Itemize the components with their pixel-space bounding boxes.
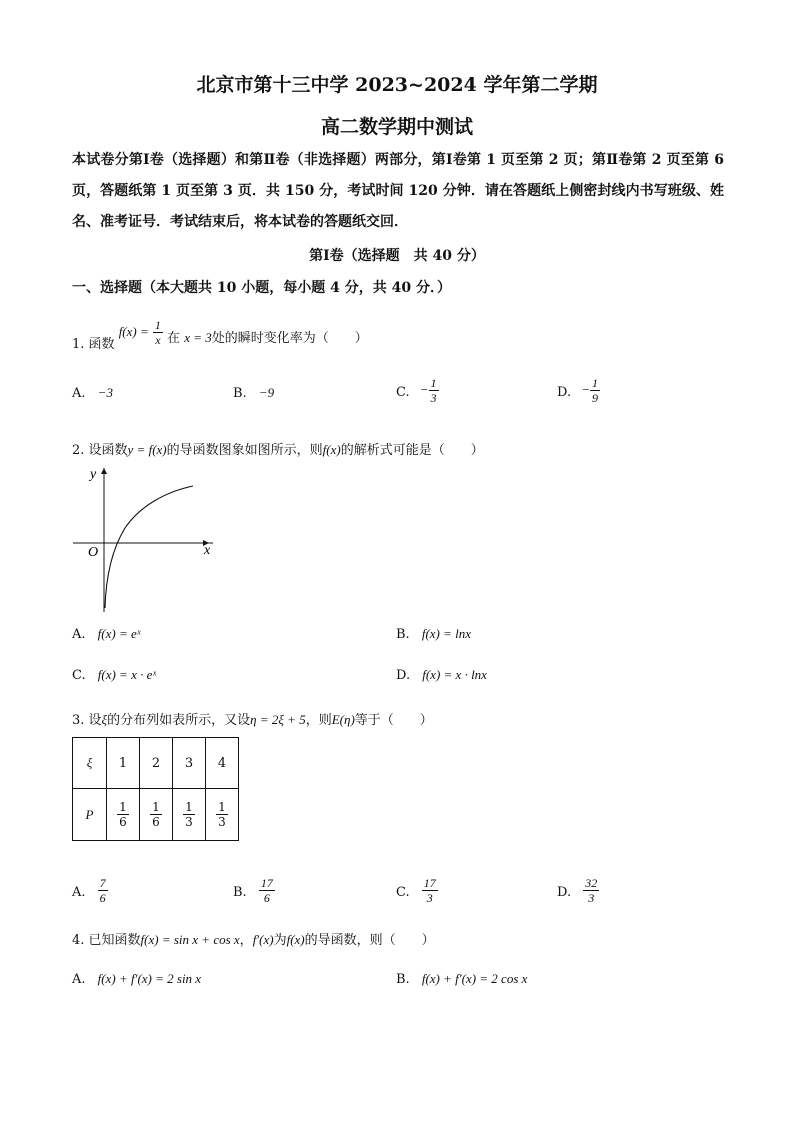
q1-option-c-sign: − xyxy=(419,382,429,397)
q1-option-d-den: 9 xyxy=(592,391,599,405)
q1-option-d-frac xyxy=(590,376,600,405)
q1-option-b-value: −9 xyxy=(258,385,275,400)
q2-expr2: f(x) xyxy=(322,442,341,457)
table-cell xyxy=(107,789,140,841)
graph-x-label: x xyxy=(204,543,211,558)
graph-origin-label: O xyxy=(88,545,99,560)
q3-var: ξ xyxy=(101,712,108,727)
q1-option-d-sign: − xyxy=(581,382,591,397)
q3-expectation: E(η) xyxy=(331,712,355,727)
q3-option-c-num: 17 xyxy=(423,876,436,890)
q4-option-a-expr: f(x) + f′(x) = 2 sin x xyxy=(97,971,202,986)
q3-option-c[interactable] xyxy=(396,876,438,905)
q3-mid2: ，则 xyxy=(305,713,332,728)
q3-prefix: 3. 设 xyxy=(72,713,102,728)
graph-y-label: y xyxy=(90,467,97,482)
q3-mid1: 的分布列如表所示，又设 xyxy=(107,713,251,728)
q4-derivative: f′(x) xyxy=(252,932,274,947)
q4-option-b[interactable] xyxy=(396,971,527,987)
q1-option-a-value: −3 xyxy=(97,385,113,400)
q4-prefix: 4. 已知函数 xyxy=(72,933,141,948)
q3-option-b-den: 6 xyxy=(263,891,270,905)
q2-option-a[interactable] xyxy=(72,626,140,642)
q2-option-c[interactable] xyxy=(72,667,156,683)
q1-option-d-num: 1 xyxy=(592,376,599,390)
q2-option-c-expr: f(x) = x · eˣ xyxy=(97,667,157,682)
q1-frac-num: 1 xyxy=(154,318,161,332)
table-cell: 2 xyxy=(140,738,173,789)
q2-option-a-expr: f(x) = eˣ xyxy=(97,626,141,641)
prob-fraction xyxy=(216,800,228,829)
table-cell: 3 xyxy=(173,738,206,789)
prob-fraction xyxy=(183,800,195,829)
q1-fraction xyxy=(153,318,163,347)
table-cell: 4 xyxy=(206,738,239,789)
q1-prefix: 1. 函数 xyxy=(72,337,115,352)
q2-option-b-label: B. xyxy=(396,627,410,642)
q3-option-a[interactable] xyxy=(72,876,108,905)
section-heading: 一、选择题（本大题共 10 小题，每小题 4 分，共 40 分．） xyxy=(72,280,451,296)
q1-option-a-label: A. xyxy=(72,386,86,401)
q2-expr1: y = f(x) xyxy=(127,442,167,457)
q2-option-c-label: C. xyxy=(72,668,86,683)
derivative-graph xyxy=(70,462,220,614)
prob-fraction xyxy=(117,800,129,829)
q3-option-d-frac xyxy=(583,876,599,905)
q3-option-d[interactable] xyxy=(557,876,599,905)
table-row xyxy=(73,789,239,841)
question-2-stem xyxy=(72,439,484,458)
q1-option-c-num: 1 xyxy=(430,376,437,390)
question-1-stem xyxy=(72,318,368,353)
prob-den: 6 xyxy=(119,815,127,829)
exam-title: 北京市第十三中学 2023~2024 学年第二学期 xyxy=(196,74,598,96)
q3-option-b-frac xyxy=(259,876,275,905)
q3-option-c-den: 3 xyxy=(426,891,433,905)
q3-option-a-num: 7 xyxy=(99,876,106,890)
q3-option-c-frac xyxy=(422,876,438,905)
q1-mid: 在 xyxy=(167,331,181,346)
q3-option-a-label: A. xyxy=(72,885,86,900)
q2-suffix: 的解析式可能是（ ） xyxy=(340,443,484,458)
q4-expr: f(x) xyxy=(286,932,305,947)
prob-den: 3 xyxy=(218,815,226,829)
q4-mid2: 为 xyxy=(273,933,287,948)
q4-option-a[interactable] xyxy=(72,971,201,987)
q3-option-a-den: 6 xyxy=(99,891,106,905)
q1-option-c-label: C. xyxy=(396,385,410,400)
distribution-table xyxy=(72,737,239,841)
q1-option-d[interactable] xyxy=(557,376,600,405)
q3-option-b[interactable] xyxy=(233,876,275,905)
prob-num: 1 xyxy=(185,800,193,814)
q2-option-d-label: D. xyxy=(396,668,411,683)
q2-option-d[interactable] xyxy=(396,667,487,683)
q1-suffix: 处的瞬时变化率为（ ） xyxy=(211,331,368,346)
q2-option-a-label: A. xyxy=(72,627,86,642)
q4-mid1: ， xyxy=(239,933,253,948)
table-header-xi: ξ xyxy=(73,738,107,789)
prob-num: 1 xyxy=(152,800,160,814)
q3-option-c-label: C. xyxy=(396,885,410,900)
table-cell xyxy=(173,789,206,841)
table-cell xyxy=(206,789,239,841)
table-row xyxy=(73,738,239,789)
q1-option-d-label: D. xyxy=(557,385,572,400)
derivative-curve xyxy=(105,486,193,608)
prob-fraction xyxy=(150,800,162,829)
q2-option-d-expr: f(x) = x · lnx xyxy=(422,667,487,682)
prob-num: 1 xyxy=(119,800,127,814)
q3-option-b-label: B. xyxy=(233,885,247,900)
q1-option-b[interactable] xyxy=(233,385,274,401)
q3-option-b-num: 17 xyxy=(260,876,273,890)
q4-option-b-expr: f(x) + f′(x) = 2 cos x xyxy=(421,971,528,986)
q4-function: f(x) = sin x + cos x xyxy=(140,932,240,947)
q4-option-b-label: B. xyxy=(396,972,410,987)
q2-option-b-expr: f(x) = lnx xyxy=(421,626,472,641)
q1-frac-den: x xyxy=(155,333,161,347)
prob-den: 3 xyxy=(185,815,193,829)
question-3-stem xyxy=(72,709,433,728)
q3-option-d-num: 32 xyxy=(585,876,598,890)
q3-suffix: 等于（ ） xyxy=(354,713,433,728)
q1-function: f(x) = xyxy=(118,324,149,339)
q2-mid: 的导函数图象如图所示，则 xyxy=(166,443,323,458)
q1-option-c[interactable] xyxy=(396,376,439,405)
q4-option-a-label: A. xyxy=(72,972,86,987)
q1-option-b-label: B. xyxy=(233,386,247,401)
q1-condition: x = 3 xyxy=(184,330,212,345)
question-4-stem xyxy=(72,929,435,948)
q1-option-c-frac xyxy=(429,376,439,405)
y-axis-arrow xyxy=(101,468,107,474)
q3-option-d-den: 3 xyxy=(588,891,595,905)
q2-option-b[interactable] xyxy=(396,626,471,642)
q4-suffix: 的导函数，则（ ） xyxy=(304,933,435,948)
table-header-p: P xyxy=(73,789,107,841)
q3-option-d-label: D. xyxy=(557,885,572,900)
part1-heading: 第Ⅰ卷（选择题 共 40 分） xyxy=(309,248,485,264)
q1-option-c-den: 3 xyxy=(430,391,437,405)
table-cell xyxy=(140,789,173,841)
exam-subtitle: 高二数学期中测试 xyxy=(320,116,473,138)
exam-instructions: 本试卷分第Ⅰ卷（选择题）和第Ⅱ卷（非选择题）两部分，第Ⅰ卷第 1 页至第 2 页；第Ⅱ卷第 2 页至第 6 页，答题纸第 1 页至第 3 页．共 150 分，考试时间 120 分钟．请在答题纸上侧密封线内书写班级、姓名、准考证号．考试结束后，将本试卷的答题纸交回． xyxy=(72,152,724,230)
prob-num: 1 xyxy=(218,800,226,814)
q2-prefix: 2. 设函数 xyxy=(72,443,128,458)
q1-option-a[interactable] xyxy=(72,385,113,401)
prob-den: 6 xyxy=(152,815,160,829)
q3-option-a-frac xyxy=(98,876,108,905)
q3-equation: η = 2ξ + 5 xyxy=(250,712,306,727)
table-cell: 1 xyxy=(107,738,140,789)
